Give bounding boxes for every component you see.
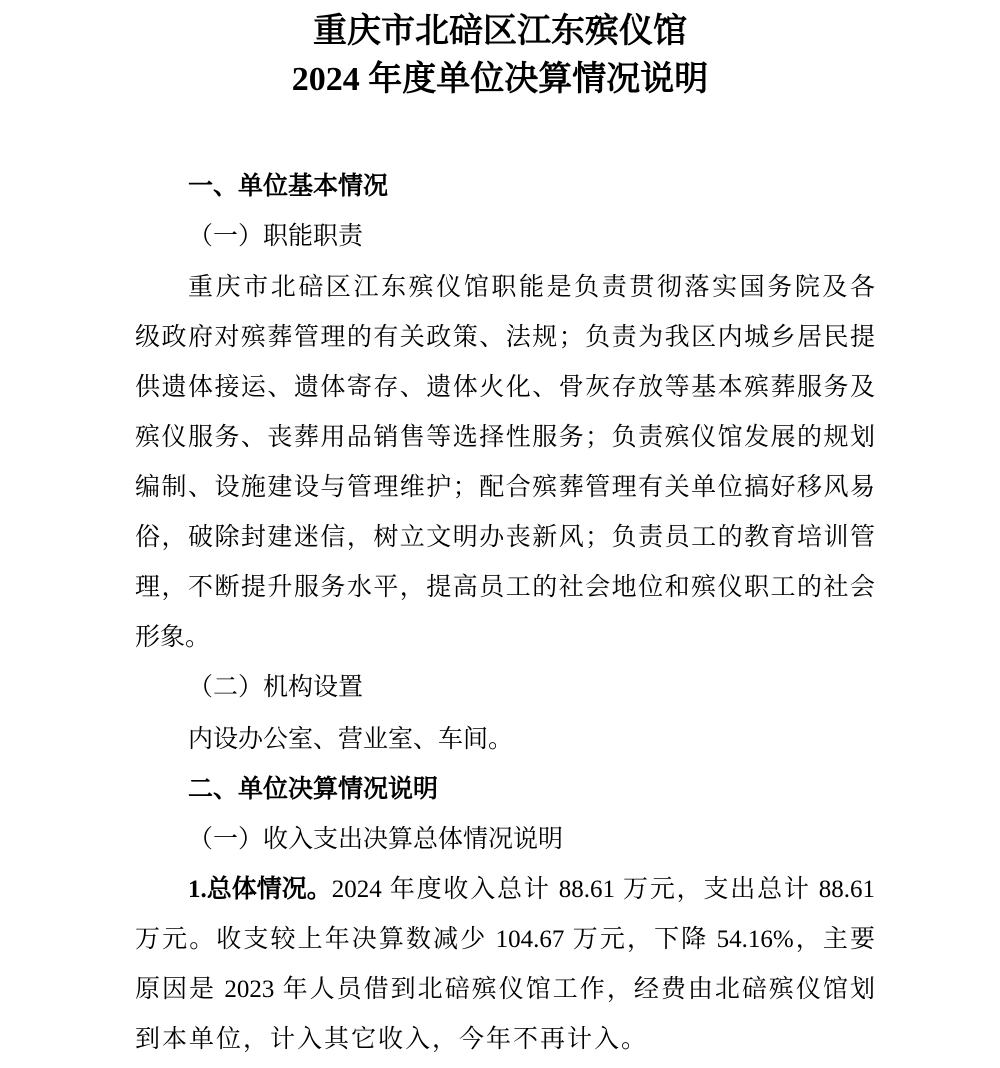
paragraph-line: 殡仪服务、丧葬用品销售等选择性服务；负责殡仪馆发展的规划 xyxy=(135,424,875,451)
paragraph-line: 编制、设施建设与管理维护；配合殡葬管理有关单位搞好移风易 xyxy=(135,474,875,501)
document-title-line1: 重庆市北碚区江东殡仪馆 xyxy=(313,13,687,50)
paragraph-line: 原因是 2023 年人员借到北碚殡仪馆工作，经费由北碚殡仪馆划 xyxy=(135,976,875,1003)
subheading-income-expense: （一）收入支出决算总体情况说明 xyxy=(188,826,564,853)
overall-lead: 1.总体情况。 xyxy=(188,876,332,903)
paragraph-line: 重庆市北碚区江东殡仪馆职能是负责贯彻落实国务院及各 xyxy=(188,274,875,301)
paragraph-line: 理，不断提升服务水平，提高员工的社会地位和殡仪职工的社会 xyxy=(135,574,875,601)
section-heading-basic-info: 一、单位基本情况 xyxy=(188,173,389,200)
subheading-organization: （二）机构设置 xyxy=(188,674,364,701)
paragraph-line: 万元。收支较上年决算数减少 104.67 万元，下降 54.16%，主要 xyxy=(135,926,875,953)
paragraph-line: 到本单位，计入其它收入，今年不再计入。 xyxy=(135,1026,649,1053)
paragraph-line: 供遗体接运、遗体寄存、遗体火化、骨灰存放等基本殡葬服务及 xyxy=(135,374,875,401)
document-title-line2: 2024 年度单位决算情况说明 xyxy=(291,61,709,98)
subheading-functions: （一）职能职责 xyxy=(188,223,364,250)
section-heading-final-accounts: 二、单位决算情况说明 xyxy=(188,776,439,803)
organization-text: 内设办公室、营业室、车间。 xyxy=(188,726,514,753)
paragraph-line: 俗，破除封建迷信，树立文明办丧新风；负责员工的教育培训管 xyxy=(135,524,875,551)
paragraph-line: 2024 年度收入总计 88.61 万元，支出总计 88.61 xyxy=(331,876,875,903)
paragraph-line: 形象。 xyxy=(135,624,211,651)
paragraph-first-line xyxy=(188,873,875,907)
paragraph-line: 级政府对殡葬管理的有关政策、法规；负责为我区内城乡居民提 xyxy=(135,324,875,351)
